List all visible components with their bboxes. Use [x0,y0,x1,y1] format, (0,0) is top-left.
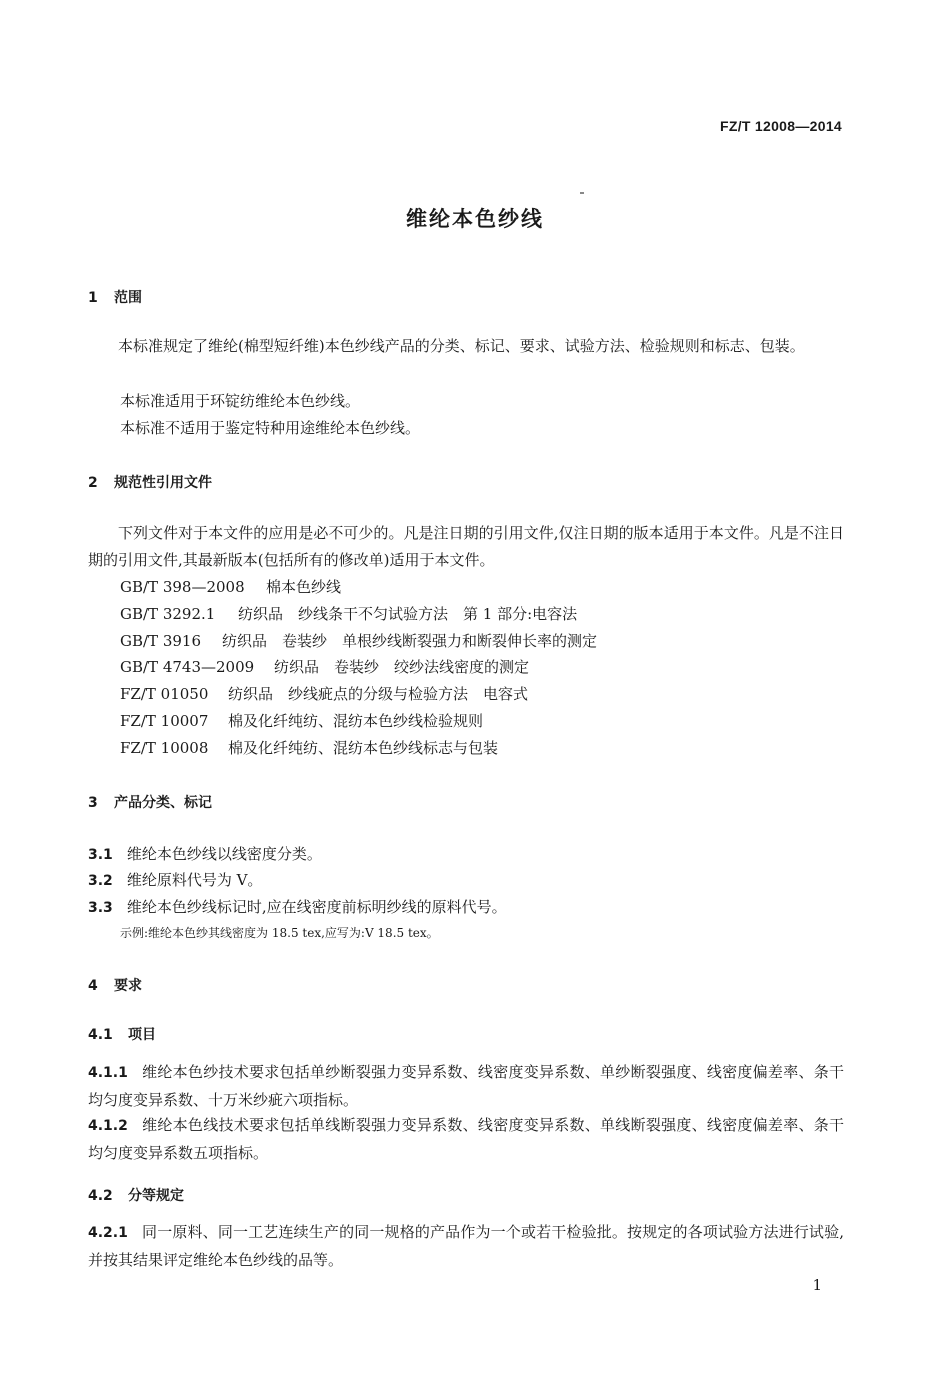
scan-speck [580,192,584,194]
reference-item [120,603,577,624]
reference-title: 纺织品 纱线条干不匀试验方法 第 1 部分:电容法 [238,605,578,623]
section-heading-4-1 [88,1024,156,1044]
clause-number: 3.1 [88,847,113,863]
scope-paragraph-1: 本标准规定了维纶(棉型短纤维)本色纱线产品的分类、标记、要求、试验方法、检验规则和标志、包装。 [118,337,805,355]
clause-4-1-2 [88,1112,844,1166]
section-title: 项目 [128,1027,156,1043]
section-number: 3 [88,795,98,811]
reference-code: GB/T 3292.1 [120,605,216,623]
clause-3-2 [88,867,844,895]
clause-3-1 [88,841,844,869]
section-number: 1 [88,290,98,306]
section-heading-2 [88,472,212,492]
section-number: 2 [88,475,98,491]
section-title: 范围 [114,290,142,306]
scope-paragraph-2: 本标准适用于环锭纺维纶本色纱线。 [120,392,361,410]
section-title: 分等规定 [128,1188,184,1204]
reference-title: 纺织品 卷装纱 绞纱法线密度的测定 [274,658,530,676]
clause-number: 4.1.1 [88,1065,128,1081]
normative-intro: 下列文件对于本文件的应用是必不可少的。凡是注日期的引用文件,仅注日期的版本适用于本文件。凡是不注日期的引用文件,其最新版本(包括所有的修改单)适用于本文件。 [88,524,844,569]
scope-paragraph-3: 本标准不适用于鉴定特种用途维纶本色纱线。 [120,419,421,437]
reference-code: FZ/T 10007 [120,712,209,730]
clause-text: 维纶本色纱线以线密度分类。 [126,845,322,863]
reference-code: GB/T 398—2008 [120,578,245,596]
clause-3-3 [88,894,844,922]
reference-item [120,630,597,651]
reference-code: GB/T 3916 [120,632,202,650]
clause-text: 维纶原料代号为 V。 [126,871,263,889]
clause-4-1-1 [88,1059,844,1113]
section-heading-4 [88,975,142,995]
reference-title: 棉及化纤纯纺、混纺本色纱线检验规则 [228,712,484,730]
clause-text: 维纶本色纱线标记时,应在线密度前标明纱线的原料代号。 [126,898,507,916]
section-number: 4 [88,978,98,994]
reference-title: 棉及化纤纯纺、混纺本色纱线标志与包装 [228,739,499,757]
reference-code: GB/T 4743—2009 [120,658,255,676]
section-heading-3 [88,792,212,812]
page-number: 1 [812,1276,822,1294]
section-title: 产品分类、标记 [114,795,212,811]
example-note: 示例:维纶本色纱其线密度为 18.5 tex,应写为:V 18.5 tex。 [120,926,439,940]
clause-number: 4.1.2 [88,1118,128,1134]
reference-item [120,683,528,704]
document-title: 维纶本色纱线 [406,207,544,231]
clause-4-2-1 [88,1219,844,1273]
clause-number: 3.3 [88,900,113,916]
reference-item [120,656,529,677]
section-number: 4.1 [88,1027,113,1043]
reference-code: FZ/T 01050 [120,685,209,703]
reference-item [120,710,483,731]
clause-text: 维纶本色纱技术要求包括单纱断裂强力变异系数、线密度变异系数、单纱断裂强度、线密度偏差率、条干均匀度变异系数、十万米纱疵六项指标。 [88,1063,844,1109]
reference-item [120,576,341,597]
section-title: 规范性引用文件 [114,475,212,491]
clause-number: 4.2.1 [88,1225,128,1241]
section-title: 要求 [114,978,142,994]
reference-item [120,737,498,758]
reference-title: 纺织品 卷装纱 单根纱线断裂强力和断裂伸长率的测定 [222,632,598,650]
clause-number: 3.2 [88,873,113,889]
clause-text: 维纶本色线技术要求包括单线断裂强力变异系数、线密度变异系数、单线断裂强度、线密度偏差率、条干均匀度变异系数五项指标。 [88,1116,844,1162]
reference-code: FZ/T 10008 [120,739,209,757]
reference-title: 纺织品 纱线疵点的分级与检验方法 电容式 [228,685,529,703]
section-number: 4.2 [88,1188,113,1204]
document-code: FZ/T 12008—2014 [719,118,842,134]
section-heading-1 [88,287,142,307]
reference-title: 棉本色纱线 [266,578,342,596]
section-heading-4-2 [88,1185,184,1205]
clause-text: 同一原料、同一工艺连续生产的同一规格的产品作为一个或若干检验批。按规定的各项试验方法进行试验,并按其结果评定维纶本色纱线的品等。 [88,1223,844,1269]
